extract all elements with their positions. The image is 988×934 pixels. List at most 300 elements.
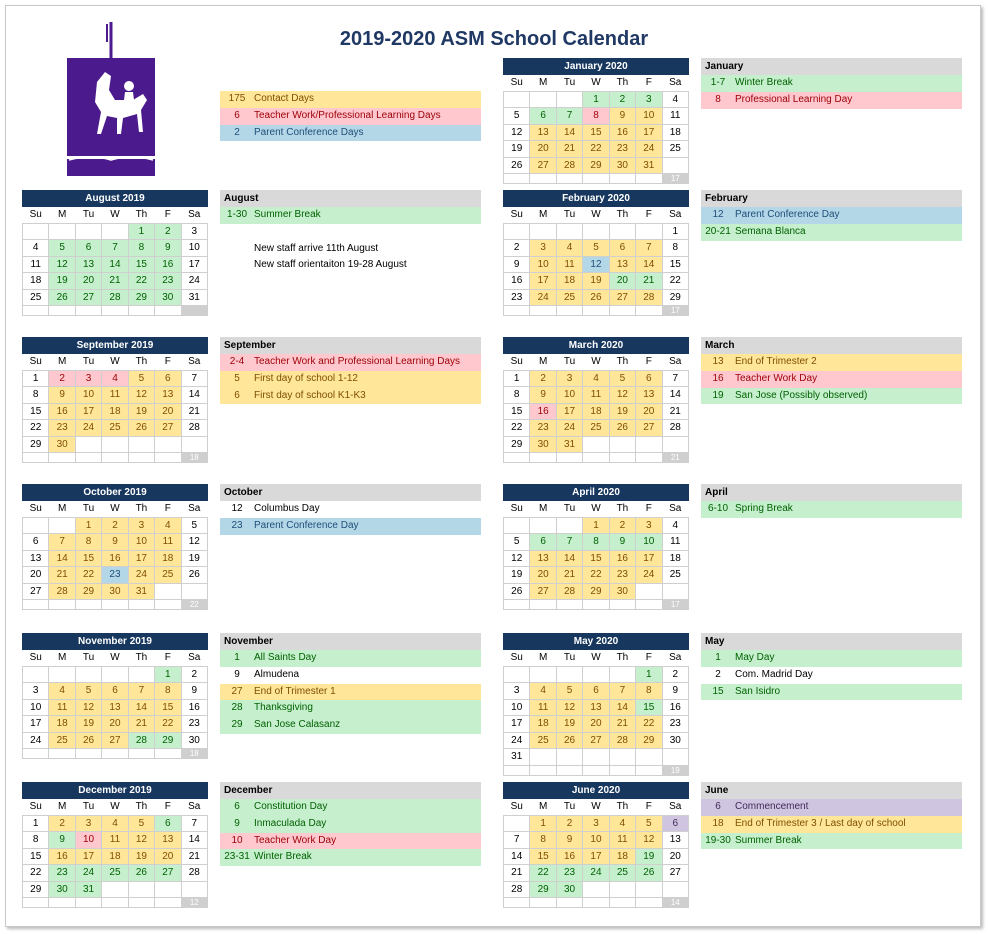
event-date: 15 [712,685,724,697]
contact-day-count: 17 [662,174,688,184]
day-cell: 5 [583,240,609,257]
day-cell: 9 [609,108,635,125]
weekday-header: W [583,354,609,370]
footer-cell [504,306,530,316]
day-cell: 18 [609,848,635,865]
event-date: 1-7 [710,77,726,88]
day-cell: 8 [75,534,101,551]
footer-cell [583,306,609,316]
weekday-header: F [636,650,662,666]
day-cell: 6 [23,534,49,551]
day-cell: 1 [636,666,662,683]
month-title: February 2020 [503,190,689,207]
day-cell: 1 [128,223,154,240]
day-cell: 3 [75,815,101,832]
weekday-header: Tu [556,75,582,91]
event-date [220,241,254,258]
footer-cell [23,306,49,316]
footer-cell [128,749,154,759]
event-date: 6 [715,801,721,812]
day-cell: 30 [102,583,128,600]
day-cell: 18 [102,848,128,865]
event-label: Semana Blanca [735,225,806,237]
empty-cell [583,881,609,898]
event-label: Constitution Day [254,801,328,812]
event-label: San Isidro [735,685,781,697]
footer-cell [75,898,101,908]
day-cell: 23 [662,716,688,733]
day-cell: 11 [102,832,128,849]
event-label: Summer Break [254,209,321,220]
day-cell: 9 [181,683,207,700]
contact-day-count: 18 [181,453,207,463]
day-cell: 30 [609,583,635,600]
events-month-title: August [220,190,481,207]
day-cell: 17 [636,550,662,567]
contact-day-count: 12 [181,898,207,908]
day-cell: 7 [609,683,635,700]
day-cell: 7 [662,370,688,387]
day-cell: 16 [530,403,556,420]
day-cell: 3 [75,370,101,387]
footer-cell [49,306,75,316]
day-cell: 6 [155,815,181,832]
day-cell: 24 [636,141,662,158]
day-cell: 11 [23,256,49,273]
event-label: New staff arrive 11th August [254,242,379,254]
day-cell: 19 [181,550,207,567]
day-cell: 31 [128,583,154,600]
footer-cell [49,749,75,759]
day-cell: 14 [181,387,207,404]
event-row [701,388,962,405]
day-cell: 4 [530,683,556,700]
event-date: 16 [712,372,724,384]
contact-day-count: 14 [662,898,688,908]
event-label: First day of school K1-K3 [254,389,366,401]
day-cell: 5 [504,108,530,125]
day-cell: 23 [530,420,556,437]
day-cell: 5 [556,683,582,700]
day-cell: 17 [504,716,530,733]
day-cell: 26 [75,732,101,749]
footer-cell [583,765,609,775]
event-row [220,833,481,850]
event-row [220,717,481,734]
day-cell: 2 [530,370,556,387]
day-cell: 10 [636,534,662,551]
footer-cell [75,600,101,610]
event-date: 28 [231,702,243,714]
day-cell: 22 [75,567,101,584]
month-calendar-nov [22,633,208,759]
day-cell: 16 [102,550,128,567]
day-cell: 17 [75,403,101,420]
day-cell: 7 [181,815,207,832]
day-cell: 5 [75,683,101,700]
event-row [701,207,962,224]
day-cell: 5 [609,370,635,387]
day-cell: 5 [636,815,662,832]
event-date: 2 [715,668,721,680]
day-cell: 10 [23,699,49,716]
event-date: 1 [715,652,721,663]
day-cell: 22 [23,420,49,437]
day-cell: 19 [504,567,530,584]
day-cell: 25 [102,420,128,437]
day-cell: 28 [662,420,688,437]
weekday-header: F [636,75,662,91]
day-cell: 2 [49,815,75,832]
day-cell: 1 [583,91,609,108]
weekday-header: Su [23,799,49,815]
event-date: 9 [234,668,240,680]
day-cell: 3 [636,91,662,108]
day-cell: 27 [583,732,609,749]
weekday-header: W [102,354,128,370]
weekday-header: Th [609,501,635,517]
day-cell: 18 [102,403,128,420]
day-cell: 23 [49,865,75,882]
event-date: 6-10 [707,503,728,514]
day-cell: 12 [128,832,154,849]
day-cell: 4 [556,240,582,257]
day-cell: 2 [504,240,530,257]
empty-cell [583,749,609,766]
day-cell: 25 [530,732,556,749]
footer-cell [583,453,609,463]
event-date: 6 [234,801,240,812]
day-cell: 28 [636,289,662,306]
events-month-title: March [701,337,962,354]
event-row [220,667,481,684]
empty-cell [636,436,662,453]
weekday-header: W [583,501,609,517]
day-cell: 6 [636,370,662,387]
footer-cell [49,600,75,610]
day-cell: 29 [583,583,609,600]
day-cell: 26 [556,732,582,749]
empty-cell [609,666,635,683]
event-date: 9 [234,817,240,829]
day-cell: 15 [23,403,49,420]
weekday-header: Su [23,354,49,370]
empty-cell [155,583,181,600]
day-cell: 12 [75,699,101,716]
footer-cell [636,453,662,463]
empty-cell [583,436,609,453]
event-label: Summer Break [735,834,802,846]
weekday-header: F [155,799,181,815]
day-cell: 27 [102,732,128,749]
empty-cell [23,666,49,683]
day-cell: 16 [155,256,181,273]
day-cell: 9 [530,387,556,404]
day-cell: 14 [49,550,75,567]
footer-cell [530,898,556,908]
day-cell: 22 [662,273,688,290]
empty-cell [583,223,609,240]
day-cell: 16 [504,273,530,290]
school-logo-icon [67,22,157,178]
empty-cell [609,436,635,453]
event-date: 2-4 [229,356,245,367]
day-cell: 23 [155,273,181,290]
day-cell: 14 [504,848,530,865]
day-cell: 1 [583,517,609,534]
day-cell: 14 [609,699,635,716]
weekday-header: F [636,501,662,517]
footer-cell [155,749,181,759]
day-cell: 6 [530,534,556,551]
weekday-header: M [530,207,556,223]
month-calendar-sep [22,337,208,463]
month-calendar-mar [503,337,689,463]
day-cell: 20 [75,273,101,290]
day-cell: 28 [504,881,530,898]
weekday-header: Su [504,354,530,370]
day-cell: 29 [23,436,49,453]
day-cell: 18 [583,403,609,420]
event-row [701,371,962,388]
day-cell: 12 [504,550,530,567]
day-cell: 6 [155,370,181,387]
footer-cell [609,453,635,463]
day-cell: 24 [583,865,609,882]
day-cell: 16 [49,848,75,865]
footer-cell [556,600,582,610]
empty-cell [609,223,635,240]
day-cell: 4 [662,91,688,108]
month-calendar-jan [503,58,689,184]
day-cell: 29 [23,881,49,898]
footer-cell [128,600,154,610]
day-cell: 17 [636,124,662,141]
weekday-header: W [102,207,128,223]
month-title: January 2020 [503,58,689,75]
weekday-header: Su [23,650,49,666]
event-row [701,667,962,684]
day-cell: 20 [102,716,128,733]
day-cell: 13 [583,699,609,716]
events-jan [701,58,962,109]
events-feb [701,190,962,241]
day-cell: 16 [49,403,75,420]
day-cell: 20 [662,848,688,865]
footer-cell [102,306,128,316]
day-cell: 5 [128,815,154,832]
empty-cell [662,436,688,453]
footer-cell [636,765,662,775]
day-cell: 14 [102,256,128,273]
day-cell: 2 [181,666,207,683]
weekday-header: Tu [75,207,101,223]
weekday-header: Sa [662,354,688,370]
empty-cell [583,666,609,683]
day-cell: 9 [49,387,75,404]
event-row [701,354,962,371]
contact-day-count: 22 [181,600,207,610]
day-cell: 27 [530,583,556,600]
footer-cell [23,600,49,610]
day-cell: 24 [181,273,207,290]
event-row [701,75,962,92]
event-label: Winter Break [254,851,312,863]
day-cell: 9 [155,240,181,257]
weekday-header: F [636,799,662,815]
day-cell: 2 [556,815,582,832]
empty-cell [49,666,75,683]
day-cell: 26 [181,567,207,584]
event-label: Commencement [735,801,809,812]
footer-cell [102,453,128,463]
footer-cell [636,600,662,610]
weekday-header: M [530,799,556,815]
day-cell: 20 [583,716,609,733]
empty-cell [662,157,688,174]
day-cell: 15 [128,256,154,273]
weekday-header: Th [609,799,635,815]
legend-item [220,125,481,142]
day-cell: 14 [128,699,154,716]
day-cell: 4 [23,240,49,257]
day-cell: 13 [530,550,556,567]
day-cell: 1 [530,815,556,832]
events-aug [220,190,481,274]
footer-cell [583,600,609,610]
event-date: 6 [234,389,240,401]
footer-cell [155,453,181,463]
day-cell: 8 [636,683,662,700]
weekday-header: Th [609,75,635,91]
empty-cell [662,583,688,600]
day-cell: 11 [155,534,181,551]
day-cell: 27 [75,289,101,306]
footer-cell [155,306,181,316]
day-cell: 12 [504,124,530,141]
empty-cell [530,749,556,766]
day-cell: 29 [662,289,688,306]
day-cell: 22 [23,865,49,882]
empty-cell [636,583,662,600]
event-row [701,92,962,109]
weekday-header: F [155,650,181,666]
legend-label: Contact Days [254,93,315,104]
event-row [701,501,962,518]
day-cell: 21 [49,567,75,584]
day-cell: 9 [504,256,530,273]
weekday-header: Th [128,207,154,223]
day-cell: 15 [155,699,181,716]
weekday-header: Sa [662,75,688,91]
events-apr [701,484,962,518]
day-cell: 15 [530,848,556,865]
event-date: 1-30 [226,209,247,220]
weekday-header: Tu [75,799,101,815]
day-cell: 12 [181,534,207,551]
month-calendar-dec [22,782,208,908]
events-month-title: May [701,633,962,650]
weekday-header: Sa [662,650,688,666]
events-month-title: January [701,58,962,75]
day-cell: 22 [583,141,609,158]
event-date: 27 [231,685,243,697]
event-date: 8 [715,93,721,105]
day-cell: 21 [504,865,530,882]
day-cell: 26 [504,157,530,174]
day-cell: 23 [609,567,635,584]
day-cell: 10 [128,534,154,551]
weekday-header: Th [128,501,154,517]
events-mar [701,337,962,404]
event-row [701,799,962,816]
day-cell: 3 [504,683,530,700]
day-cell: 19 [128,403,154,420]
day-cell: 15 [583,124,609,141]
day-cell: 8 [583,108,609,125]
footer-cell [504,453,530,463]
day-cell: 8 [128,240,154,257]
event-row [220,799,481,816]
weekday-header: M [530,650,556,666]
event-date: 19-30 [705,834,731,846]
events-month-title: October [220,484,481,501]
day-cell: 21 [181,403,207,420]
day-cell: 22 [583,567,609,584]
day-cell: 22 [128,273,154,290]
event-row [220,501,481,518]
day-cell: 29 [636,732,662,749]
day-cell: 25 [609,865,635,882]
day-cell: 27 [609,289,635,306]
day-cell: 10 [181,240,207,257]
day-cell: 19 [583,273,609,290]
day-cell: 4 [102,370,128,387]
empty-cell [530,517,556,534]
day-cell: 16 [181,699,207,716]
month-title: March 2020 [503,337,689,354]
day-cell: 27 [23,583,49,600]
weekday-header: Su [23,207,49,223]
event-row [220,224,481,241]
weekday-header: Tu [556,799,582,815]
legend-label: Teacher Work/Professional Learning Days [254,109,441,121]
day-cell: 7 [636,240,662,257]
weekday-header: Su [504,650,530,666]
day-cell: 20 [530,567,556,584]
event-label: Almudena [254,668,300,680]
empty-cell [504,223,530,240]
day-cell: 26 [49,289,75,306]
weekday-header: F [636,207,662,223]
contact-day-count: 17 [662,306,688,316]
day-cell: 6 [583,683,609,700]
day-cell: 27 [636,420,662,437]
weekday-header: Th [609,650,635,666]
day-cell: 9 [102,534,128,551]
day-cell: 14 [556,550,582,567]
day-cell: 17 [23,716,49,733]
event-date: 1 [234,652,240,663]
event-row [220,388,481,405]
day-cell: 24 [504,732,530,749]
legend-item [220,91,481,108]
day-cell: 11 [102,387,128,404]
event-date: 13 [712,356,724,367]
day-cell: 24 [556,420,582,437]
event-date: 10 [231,834,243,846]
empty-cell [102,436,128,453]
